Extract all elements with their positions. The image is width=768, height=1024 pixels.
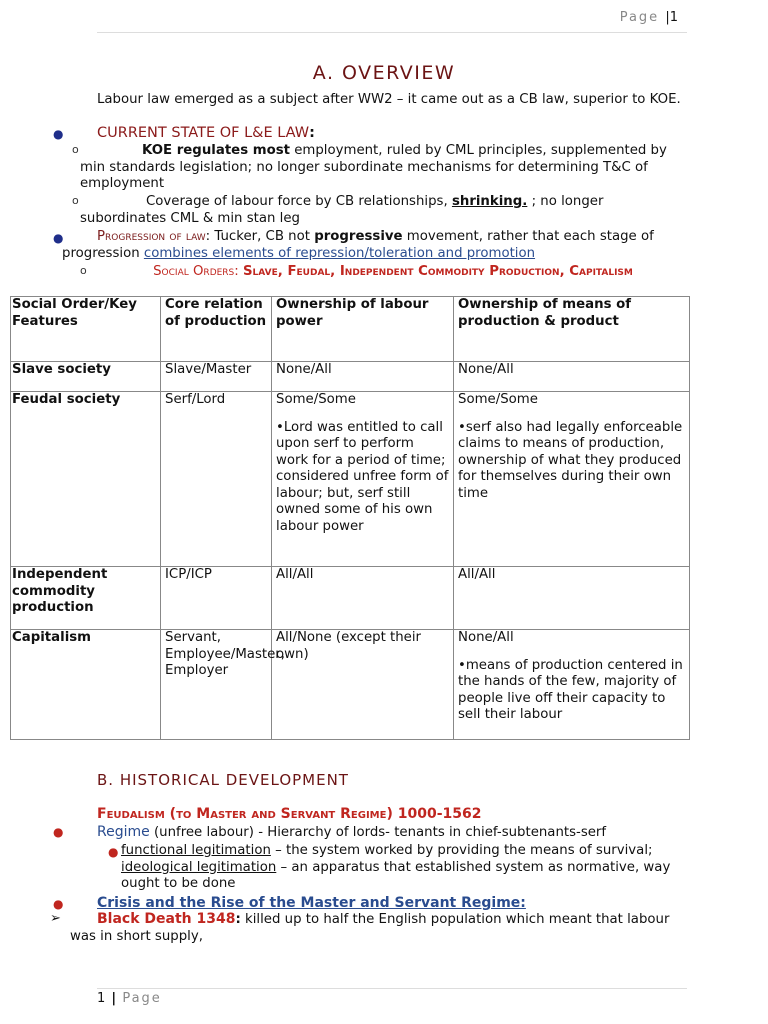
table-cell: Serf/Lord	[161, 392, 272, 567]
header-separator: |	[665, 10, 670, 25]
current-state-item-2	[80, 194, 680, 227]
cell-text: Some/Some	[276, 392, 356, 407]
table-header-cell: Social Order/Key Features	[11, 297, 161, 362]
arrow-bullet-icon: ➢	[50, 911, 61, 926]
black-death-paragraph	[70, 911, 685, 945]
table-cell	[454, 567, 690, 630]
progressive-bold: progressive	[314, 229, 403, 244]
social-orders-line	[143, 264, 643, 281]
functional-text: – the system worked by providing the means of survival;	[270, 843, 653, 858]
social-orders-label: Social Orders:	[153, 264, 243, 279]
circle-bullet-icon: o	[72, 194, 79, 207]
table-row-header: Slave society	[11, 362, 161, 392]
social-orders-list: Slave, Feudal, Independent Commodity Production, Capitalism	[242, 264, 633, 279]
page-title: A. OVERVIEW	[312, 62, 456, 84]
current-state-item-2-start: Coverage of labour force by CB relationships,	[146, 194, 452, 209]
progression-text-2: movement, rather that each stage of progression	[62, 229, 654, 261]
cell-note: •serf also had legally enforceable claims to means of production, ownership of what they produced for themselves during their own time	[458, 419, 683, 501]
footer-rule	[97, 988, 687, 989]
black-death-colon: :	[235, 912, 241, 927]
intro-paragraph: Labour law emerged as a subject after WW2 – it came out as a CB law, superior to KOE.	[97, 92, 681, 107]
table-header-row	[11, 297, 690, 362]
table-row-header: Independent commodity production	[11, 567, 161, 630]
table-cell	[272, 392, 454, 567]
header-page-number: 1	[669, 10, 678, 25]
table-row	[11, 392, 690, 567]
table-header-cell: Core relation of production	[161, 297, 272, 362]
page-footer	[97, 991, 162, 1006]
progression-label: Progression of law	[97, 229, 206, 244]
regime-label: Regime	[97, 824, 150, 840]
table-cell	[454, 362, 690, 392]
regime-text: (unfree labour) - Hierarchy of lords- tenants in chief-subtenants-serf	[149, 825, 607, 840]
header-page-word: Page	[619, 10, 660, 25]
ideological-legitimation-item	[121, 860, 681, 893]
table-cell	[272, 362, 454, 392]
progression-paragraph	[62, 229, 682, 262]
table-row	[11, 630, 690, 740]
table-cell	[272, 567, 454, 630]
shrinking-bold: shrinking.	[451, 194, 528, 209]
page-header	[620, 10, 678, 25]
functional-label: functional legitimation	[121, 843, 271, 858]
bullet-icon: ●	[53, 127, 64, 141]
cell-note: •means of production centered in the hands of the few, majority of people live off their capacity to sell their labour	[458, 657, 683, 722]
progression-text-1: : Tucker, CB not	[205, 229, 315, 244]
ideological-label: ideological legitimation	[121, 859, 277, 875]
current-state-heading	[97, 125, 315, 142]
footer-page-number: 1	[97, 991, 106, 1006]
current-state-heading-text: CURRENT STATE OF L&E LAW	[97, 125, 310, 141]
progression-link[interactable]: combines elements of repression/toleration and promotion	[143, 245, 536, 261]
legitimation-list	[121, 843, 681, 893]
table-row	[11, 362, 690, 392]
bullet-icon: ●	[108, 845, 119, 859]
bullet-icon: ●	[53, 825, 64, 839]
table-header-cell: Ownership of means of production & product	[454, 297, 690, 362]
black-death-text: killed up to half the English population which meant that labour was in short supply,	[70, 912, 670, 944]
current-state-item-1	[80, 143, 680, 193]
crisis-heading: Crisis and the Rise of the Master and Servant Regime:	[97, 895, 526, 911]
black-death-label: Black Death 1348	[97, 911, 236, 927]
cell-text: All/All	[458, 567, 496, 582]
ideological-text: – an apparatus that established system as normative, way ought to be done	[121, 859, 671, 891]
table-cell: ICP/ICP	[161, 567, 272, 630]
header-rule	[97, 32, 687, 33]
cell-note: •Lord was entitled to call upon serf to perform work for a period of time; considered unfree form of labour; but, serf still owned some of his own labour power	[276, 419, 449, 534]
circle-bullet-icon: o	[72, 143, 79, 156]
table-header-cell: Ownership of labour power	[272, 297, 454, 362]
current-state-colon: :	[309, 125, 315, 141]
table-cell	[454, 630, 690, 740]
feudalism-subheading: Feudalism (to Master and Servant Regime) 1000-1562	[97, 806, 482, 822]
current-state-item-1-text: employment, ruled by CML principles, supplemented by min standards legislation; no longer subordinate mechanisms for determining T&C of employment	[80, 143, 667, 191]
footer-separator: |	[111, 991, 117, 1006]
cell-text: Some/Some	[458, 392, 538, 407]
table-row	[11, 567, 690, 630]
social-order-table	[10, 296, 690, 740]
footer-page-word: Page	[122, 991, 162, 1006]
bullet-icon: ●	[53, 897, 64, 911]
bullet-icon: ●	[53, 231, 64, 245]
cell-text: All/None (except their own)	[276, 630, 422, 662]
table-cell	[454, 392, 690, 567]
section-b-heading: B. HISTORICAL DEVELOPMENT	[97, 771, 349, 789]
regime-line	[97, 824, 687, 842]
circle-bullet-icon: o	[80, 264, 87, 277]
functional-legitimation-item	[121, 843, 681, 860]
current-state-item-2-rest: ; no longer subordinates CML & min stan leg	[80, 194, 604, 226]
table-row-header: Capitalism	[11, 630, 161, 740]
cell-text: All/All	[276, 567, 314, 582]
cell-text: None/All	[458, 630, 514, 645]
table-cell	[272, 630, 454, 740]
table-cell: Servant, Employee/Master, Employer	[161, 630, 272, 740]
cell-text: None/All	[276, 362, 332, 377]
koe-regulates-bold: KOE regulates most	[142, 143, 290, 158]
table-row-header: Feudal society	[11, 392, 161, 567]
cell-text: None/All	[458, 362, 514, 377]
table-cell: Slave/Master	[161, 362, 272, 392]
